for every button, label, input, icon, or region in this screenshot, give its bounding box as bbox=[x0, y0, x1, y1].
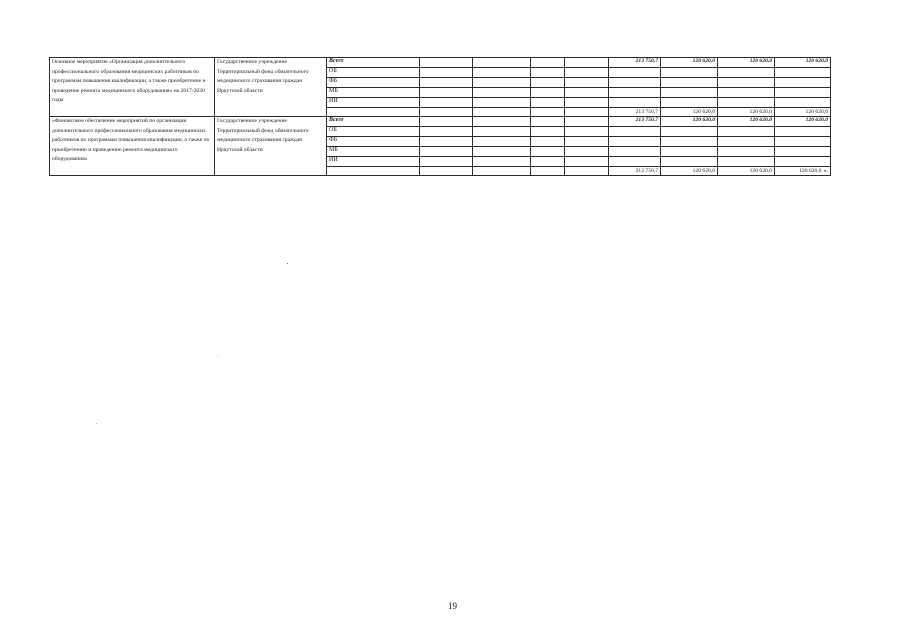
section-2-source-fb: ФБ bbox=[327, 137, 420, 147]
section-2-total-value-1: 213 750,7 bbox=[609, 167, 661, 176]
section-2-total-value-3: 120 620,0 bbox=[718, 167, 775, 176]
section-2-total-value-4-text: 120 620,0 bbox=[799, 167, 822, 174]
empty-cell bbox=[473, 58, 531, 68]
scan-speck bbox=[287, 263, 288, 264]
section-2-executor: Государственное учреждение Территориальный фонд обязательного медицинского страхования граждан Иркутской области bbox=[215, 117, 327, 176]
section-2-source-mb: МБ bbox=[327, 147, 420, 157]
closing-quote-mark: ». bbox=[823, 167, 828, 174]
section-2-source-ob: ОБ bbox=[327, 127, 420, 137]
section-2-source-ii: ИИ bbox=[327, 157, 420, 167]
section-2-vsego-value-1: 213 750,7 bbox=[609, 117, 661, 127]
section-2-total-value-4 bbox=[775, 167, 831, 176]
empty-cell bbox=[420, 58, 473, 68]
section-1-executor: Государственное учреждение Территориальный фонд обязательного медицинского страхования граждан Иркутской области bbox=[215, 58, 327, 117]
scan-speck bbox=[96, 423, 97, 424]
section-1-total-value-4: 120 620,0 bbox=[775, 108, 831, 117]
section-2-vsego-value-4: 120 620,0 bbox=[775, 117, 831, 127]
section-1-vsego-value-3: 120 620,0 bbox=[718, 58, 775, 68]
page-number: 19 bbox=[448, 601, 457, 611]
section-1-source-mb: МБ bbox=[327, 88, 420, 98]
section-2-vsego-value-3: 120 620,0 bbox=[718, 117, 775, 127]
empty-cell bbox=[531, 58, 565, 68]
section-1-source-fb: ФБ bbox=[327, 78, 420, 88]
section-2-source-vsego: Всего bbox=[327, 117, 420, 127]
section-2-description: «Финансовое обеспечение мероприятий по организации дополнительного профессионального образования медицинских работников по программам повышения квалификации, а также по приобретению и проведению ремонта медицинского оборудования» bbox=[50, 117, 215, 176]
section-1-row-vsego bbox=[50, 58, 831, 68]
section-1-vsego-value-4: 120 620,0 bbox=[775, 58, 831, 68]
section-1-source-ii: ИИ bbox=[327, 98, 420, 108]
budget-table bbox=[49, 57, 831, 176]
section-2-total-value-2: 120 620,0 bbox=[661, 167, 718, 176]
section-1-vsego-value-1: 213 750,7 bbox=[609, 58, 661, 68]
section-1-total-value-1: 213 750,7 bbox=[609, 108, 661, 117]
empty-cell bbox=[565, 58, 609, 68]
section-1-description: Основное мероприятие «Организация дополнительного профессионального образования медицинских работников по программам повышения квалификации, а также приобретение и проведение ремонта медицинского оборудования» на 2017-2020 годы bbox=[50, 58, 215, 117]
section-1-vsego-value-2: 120 620,0 bbox=[661, 58, 718, 68]
section-1-source-vsego: Всего bbox=[327, 58, 420, 68]
section-1-source-ob: ОБ bbox=[327, 68, 420, 78]
section-2-row-vsego bbox=[50, 117, 831, 127]
section-1-total-value-2: 120 620,0 bbox=[661, 108, 718, 117]
section-2-vsego-value-2: 120 620,0 bbox=[661, 117, 718, 127]
scan-speck bbox=[217, 355, 218, 356]
section-1-total-value-3: 120 620,0 bbox=[718, 108, 775, 117]
